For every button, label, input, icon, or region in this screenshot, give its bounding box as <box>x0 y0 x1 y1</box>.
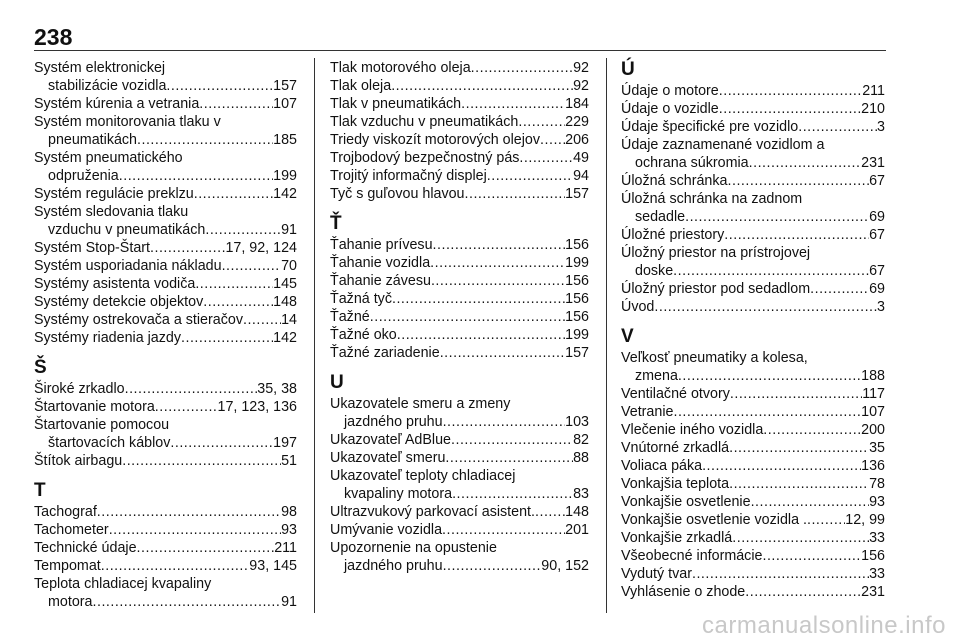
index-entry <box>621 565 885 583</box>
dot-leader <box>540 131 565 149</box>
entry-term: kvapaliny motora <box>344 486 453 502</box>
entry-page-ref: 49 <box>573 150 589 166</box>
entry-term: odpruženia <box>48 168 119 184</box>
entry-term: Technické údaje <box>34 540 137 556</box>
index-entry <box>34 275 297 293</box>
dot-leader <box>654 298 877 316</box>
entry-term: štartovacích káblov <box>48 435 171 451</box>
dot-leader <box>181 329 273 347</box>
dot-leader <box>203 293 273 311</box>
entry-page-ref: 206 <box>565 132 589 148</box>
index-letter-heading: U <box>330 372 344 393</box>
index-column-3 <box>621 59 885 601</box>
entry-page-ref: 93, 145 <box>249 558 297 574</box>
column-divider <box>314 58 315 613</box>
entry-term: Upozornenie na opustenie <box>330 540 497 556</box>
dot-leader <box>518 113 565 131</box>
index-entry <box>330 185 589 203</box>
index-entry <box>330 77 589 95</box>
entry-term: motora <box>48 594 93 610</box>
index-entry <box>621 439 885 457</box>
entry-page-ref: 67 <box>869 263 885 279</box>
entry-page-ref: 90, 152 <box>541 558 589 574</box>
entry-term: ochrana súkromia <box>635 155 749 171</box>
dot-leader <box>763 421 861 439</box>
index-entry <box>621 82 885 100</box>
index-entry <box>330 395 589 431</box>
index-entry <box>621 403 885 421</box>
entry-page-ref: 156 <box>861 548 885 564</box>
entry-term: Systémy detekcie objektov <box>34 294 204 310</box>
dot-leader <box>730 385 862 403</box>
index-entry <box>621 349 885 385</box>
dot-leader <box>762 547 861 565</box>
index-entry <box>330 59 589 77</box>
entry-page-ref: 156 <box>565 237 589 253</box>
column-divider <box>606 58 607 613</box>
entry-term: jazdného pruhu <box>344 414 443 430</box>
entry-page-ref: 148 <box>273 294 297 310</box>
entry-term: Systémy ostrekovača a stieračov <box>34 312 243 328</box>
entry-term: pneumatikách <box>48 132 138 148</box>
index-entry <box>34 329 297 347</box>
index-entry <box>330 467 589 503</box>
index-entry <box>621 547 885 565</box>
entry-term: Tachograf <box>34 504 97 520</box>
dot-leader <box>807 511 845 529</box>
entry-page-ref: 145 <box>273 276 297 292</box>
index-entry <box>330 272 589 290</box>
dot-leader <box>392 290 565 308</box>
index-entry <box>34 149 297 185</box>
entry-term: Údaje o vozidle <box>621 101 719 117</box>
index-entry <box>330 254 589 272</box>
entry-term: Ukazovateľ teploty chladiacej <box>330 468 516 484</box>
entry-page-ref: 231 <box>861 155 885 171</box>
entry-term: Umývanie vozidla <box>330 522 443 538</box>
index-letter-heading: V <box>621 326 634 347</box>
entry-term: Vonkajšie zrkadlá <box>621 530 733 546</box>
dot-leader <box>729 439 869 457</box>
entry-term: Ventilačné otvory <box>621 386 730 402</box>
dot-leader <box>137 539 275 557</box>
entry-term: Úvod <box>621 299 655 315</box>
entry-page-ref: 69 <box>869 281 885 297</box>
entry-page-ref: 117 <box>862 386 885 402</box>
index-entry <box>34 416 297 452</box>
index-entry <box>621 136 885 172</box>
dot-leader <box>673 403 861 421</box>
entry-term: doske <box>635 263 674 279</box>
dot-leader <box>137 131 273 149</box>
dot-leader <box>749 154 862 172</box>
index-entry <box>330 326 589 344</box>
index-column-2 <box>330 59 589 575</box>
index-entry <box>621 475 885 493</box>
index-entry <box>34 452 297 470</box>
entry-page-ref: 92 <box>573 60 589 76</box>
index-entry <box>621 226 885 244</box>
entry-page-ref: 156 <box>565 273 589 289</box>
index-entry <box>330 308 589 326</box>
entry-page-ref: 188 <box>861 368 885 384</box>
entry-term: Úložný priestor na prístrojovej <box>621 245 811 261</box>
entry-term: Vnútorné zrkadlá <box>621 440 730 456</box>
index-entry <box>621 493 885 511</box>
index-entry <box>34 311 297 329</box>
dot-leader <box>471 59 573 77</box>
entry-term: Ukazovateľ smeru <box>330 450 446 466</box>
index-entry <box>621 385 885 403</box>
entry-page-ref: 156 <box>565 309 589 325</box>
entry-page-ref: 33 <box>869 566 885 582</box>
index-entry <box>621 118 885 136</box>
entry-page-ref: 107 <box>861 404 885 420</box>
dot-leader <box>702 457 861 475</box>
entry-page-ref: 67 <box>869 173 885 189</box>
dot-leader <box>728 172 870 190</box>
entry-term: Ťažné zariadenie <box>330 345 440 361</box>
entry-page-ref: 93 <box>281 522 297 538</box>
index-entry <box>34 521 297 539</box>
index-entry <box>34 293 297 311</box>
dot-leader <box>535 503 565 521</box>
entry-page-ref: 17, 123, 136 <box>217 399 297 415</box>
dot-leader <box>461 95 565 113</box>
dot-leader <box>150 239 225 257</box>
index-entry <box>330 95 589 113</box>
index-letter-heading: Ť <box>330 213 342 234</box>
entry-term: Všeobecné informácie <box>621 548 763 564</box>
entry-term: Tempomat <box>34 558 101 574</box>
entry-page-ref: 199 <box>273 168 297 184</box>
index-entry <box>621 421 885 439</box>
dot-leader <box>678 367 861 385</box>
dot-leader <box>719 100 861 118</box>
entry-page-ref: 200 <box>861 422 885 438</box>
index-entry <box>330 539 589 575</box>
index-entry <box>34 575 297 611</box>
entry-term: Ťažné oko <box>330 327 397 343</box>
dot-leader <box>519 149 573 167</box>
index-entry <box>34 503 297 521</box>
entry-page-ref: 3 <box>877 119 885 135</box>
index-entry <box>330 149 589 167</box>
index-entry <box>621 280 885 298</box>
index-entry <box>621 457 885 475</box>
dot-leader <box>199 95 273 113</box>
index-entry <box>34 557 297 575</box>
entry-term: Vonkajšia teplota <box>621 476 730 492</box>
index-entry <box>621 511 885 529</box>
entry-term: stabilizácie vozidla <box>48 78 167 94</box>
entry-page-ref: 94 <box>573 168 589 184</box>
dot-leader <box>397 326 565 344</box>
entry-page-ref: 35, 38 <box>257 381 297 397</box>
entry-term: jazdného pruhu <box>344 558 443 574</box>
entry-term: Úložný priestor pod sedadlom <box>621 281 811 297</box>
entry-term: Ukazovateľ AdBlue <box>330 432 451 448</box>
entry-term: Údaje špecifické pre vozidlo <box>621 119 799 135</box>
dot-leader <box>430 254 565 272</box>
dot-leader <box>205 221 281 239</box>
entry-page-ref: 231 <box>861 584 885 600</box>
index-entry <box>330 521 589 539</box>
header-rule <box>34 50 886 51</box>
entry-term: Systém usporiadania nákladu <box>34 258 222 274</box>
index-letter-heading: Ú <box>621 59 635 80</box>
entry-term: Vetranie <box>621 404 674 420</box>
index-entry <box>621 583 885 601</box>
index-entry <box>34 257 297 275</box>
entry-term: Ťažné <box>330 309 370 325</box>
index-entry <box>330 503 589 521</box>
dot-leader <box>751 493 870 511</box>
entry-term: Systém regulácie preklzu <box>34 186 194 202</box>
entry-page-ref: 199 <box>565 255 589 271</box>
dot-leader <box>166 77 273 95</box>
index-entry <box>34 203 297 239</box>
entry-page-ref: 67 <box>869 227 885 243</box>
entry-page-ref: 142 <box>273 330 297 346</box>
dot-leader <box>222 257 282 275</box>
entry-term: Triedy viskozít motorových olejov <box>330 132 541 148</box>
index-entry <box>330 167 589 185</box>
index-entry <box>330 290 589 308</box>
dot-leader <box>433 236 566 254</box>
index-entry <box>330 131 589 149</box>
entry-page-ref: 98 <box>281 504 297 520</box>
entry-term: Systém monitorovania tlaku v <box>34 114 221 130</box>
entry-page-ref: 33 <box>869 530 885 546</box>
index-entry <box>34 95 297 113</box>
entry-page-ref: 78 <box>869 476 885 492</box>
dot-leader <box>443 557 542 575</box>
entry-term: Voliaca páka <box>621 458 703 474</box>
entry-page-ref: 83 <box>573 486 589 502</box>
entry-term: Systém elektronickej <box>34 60 166 76</box>
entry-term: Systémy asistenta vodiča <box>34 276 196 292</box>
dot-leader <box>810 280 869 298</box>
entry-term: Trojbodový bezpečnostný pás <box>330 150 520 166</box>
entry-page-ref: 148 <box>565 504 589 520</box>
entry-term: Ťahanie vozidla <box>330 255 431 271</box>
entry-term: Štítok airbagu <box>34 453 123 469</box>
entry-term: Údaje o motore <box>621 83 719 99</box>
index-entry <box>621 190 885 226</box>
entry-page-ref: 69 <box>869 209 885 225</box>
index-entry <box>621 244 885 280</box>
entry-term: Ultrazvukový parkovací asistent. <box>330 504 536 520</box>
dot-leader <box>442 521 565 539</box>
dot-leader <box>391 77 573 95</box>
entry-page-ref: 185 <box>273 132 297 148</box>
entry-term: Systém sledovania tlaku <box>34 204 189 220</box>
entry-term: Systém pneumatického <box>34 150 183 166</box>
dot-leader <box>109 521 281 539</box>
watermark: carmanualsonline.info <box>702 612 946 639</box>
entry-term: Vonkajšie osvetlenie vozidla . <box>621 512 807 528</box>
index-entry <box>330 431 589 449</box>
entry-page-ref: 82 <box>573 432 589 448</box>
dot-leader <box>119 167 273 185</box>
entry-term: Ťahanie závesu <box>330 273 431 289</box>
dot-leader <box>243 311 281 329</box>
entry-page-ref: 184 <box>565 96 589 112</box>
index-entry <box>34 239 297 257</box>
entry-page-ref: 211 <box>862 83 885 99</box>
entry-term: Štartovanie pomocou <box>34 417 170 433</box>
dot-leader <box>487 167 573 185</box>
dot-leader <box>719 82 862 100</box>
dot-leader <box>370 308 565 326</box>
page-number: 238 <box>34 24 73 50</box>
entry-term: Úložná schránka na zadnom <box>621 191 803 207</box>
index-entry <box>34 398 297 416</box>
entry-term: Vydutý tvar <box>621 566 692 582</box>
dot-leader <box>745 583 861 601</box>
index-entry <box>621 172 885 190</box>
entry-term: Tlak motorového oleja <box>330 60 471 76</box>
entry-term: Ukazovatele smeru a zmeny <box>330 396 511 412</box>
entry-term: Systém Stop-Štart <box>34 240 151 256</box>
entry-page-ref: 103 <box>565 414 589 430</box>
entry-page-ref: 17, 92, 124 <box>225 240 297 256</box>
entry-term: Veľkosť pneumatiky a kolesa, <box>621 350 808 366</box>
dot-leader <box>685 208 869 226</box>
entry-page-ref: 199 <box>565 327 589 343</box>
index-entry <box>621 298 885 316</box>
dot-leader <box>195 275 273 293</box>
dot-leader <box>101 557 250 575</box>
entry-page-ref: 3 <box>877 299 885 315</box>
entry-term: sedadle <box>635 209 686 225</box>
entry-page-ref: 197 <box>273 435 297 451</box>
dot-leader <box>194 185 273 203</box>
index-letter-heading: Š <box>34 357 47 378</box>
entry-page-ref: 142 <box>273 186 297 202</box>
index-entry <box>34 113 297 149</box>
entry-term: Tlak oleja <box>330 78 392 94</box>
dot-leader <box>732 529 869 547</box>
entry-term: Úložná schránka <box>621 173 728 189</box>
entry-page-ref: 229 <box>565 114 589 130</box>
entry-term: Trojitý informačný displej <box>330 168 487 184</box>
entry-page-ref: 91 <box>281 222 297 238</box>
entry-term: Vyhlásenie o zhode <box>621 584 746 600</box>
entry-page-ref: 210 <box>861 101 885 117</box>
dot-leader <box>93 593 282 611</box>
entry-term: Teplota chladiacej kvapaliny <box>34 576 212 592</box>
entry-term: Tyč s guľovou hlavou <box>330 186 465 202</box>
index-column-1 <box>34 59 297 611</box>
dot-leader <box>431 272 565 290</box>
index-entry <box>34 59 297 95</box>
entry-page-ref: 51 <box>281 453 297 469</box>
index-entry <box>34 185 297 203</box>
dot-leader <box>440 344 565 362</box>
entry-page-ref: 107 <box>273 96 297 112</box>
index-entry <box>330 236 589 254</box>
entry-page-ref: 88 <box>573 450 589 466</box>
index-entry <box>34 380 297 398</box>
entry-term: Široké zrkadlo <box>34 381 125 397</box>
entry-term: Tachometer <box>34 522 109 538</box>
entry-term: Vlečenie iného vozidla <box>621 422 764 438</box>
entry-term: Vonkajšie osvetlenie <box>621 494 751 510</box>
dot-leader <box>155 398 218 416</box>
dot-leader <box>451 431 573 449</box>
entry-term: Tlak v pneumatikách <box>330 96 462 112</box>
entry-page-ref: 70 <box>281 258 297 274</box>
entry-page-ref: 35 <box>869 440 885 456</box>
dot-leader <box>729 475 869 493</box>
entry-page-ref: 92 <box>573 78 589 94</box>
index-entry <box>621 529 885 547</box>
dot-leader <box>170 434 273 452</box>
index-entry <box>330 344 589 362</box>
dot-leader <box>724 226 869 244</box>
dot-leader <box>97 503 281 521</box>
dot-leader <box>673 262 869 280</box>
entry-term: Systém kúrenia a vetrania <box>34 96 200 112</box>
index-letter-heading: T <box>34 480 46 501</box>
entry-page-ref: 91 <box>281 594 297 610</box>
entry-page-ref: 156 <box>565 291 589 307</box>
dot-leader <box>443 413 566 431</box>
dot-leader <box>125 380 258 398</box>
entry-term: Ťažná tyč <box>330 291 392 307</box>
entry-page-ref: 12, 99 <box>845 512 885 528</box>
dot-leader <box>122 452 281 470</box>
dot-leader <box>445 449 573 467</box>
index-entry <box>330 449 589 467</box>
entry-page-ref: 211 <box>274 540 297 556</box>
dot-leader <box>692 565 869 583</box>
entry-term: Údaje zaznamenané vozidlom a <box>621 137 825 153</box>
index-entry <box>621 100 885 118</box>
entry-page-ref: 93 <box>869 494 885 510</box>
entry-page-ref: 157 <box>565 186 589 202</box>
entry-term: Štartovanie motora <box>34 399 155 415</box>
entry-term: zmena <box>635 368 678 384</box>
entry-term: vzduchu v pneumatikách <box>48 222 206 238</box>
dot-leader <box>465 185 566 203</box>
entry-page-ref: 14 <box>281 312 297 328</box>
entry-page-ref: 136 <box>861 458 885 474</box>
index-entry <box>34 539 297 557</box>
entry-term: Systémy riadenia jazdy <box>34 330 182 346</box>
entry-term: Úložné priestory <box>621 227 725 243</box>
entry-term: Tlak vzduchu v pneumatikách <box>330 114 519 130</box>
entry-page-ref: 157 <box>565 345 589 361</box>
index-entry <box>330 113 589 131</box>
entry-term: Ťahanie prívesu <box>330 237 433 253</box>
entry-page-ref: 157 <box>273 78 297 94</box>
dot-leader <box>798 118 877 136</box>
dot-leader <box>452 485 573 503</box>
entry-page-ref: 201 <box>565 522 589 538</box>
